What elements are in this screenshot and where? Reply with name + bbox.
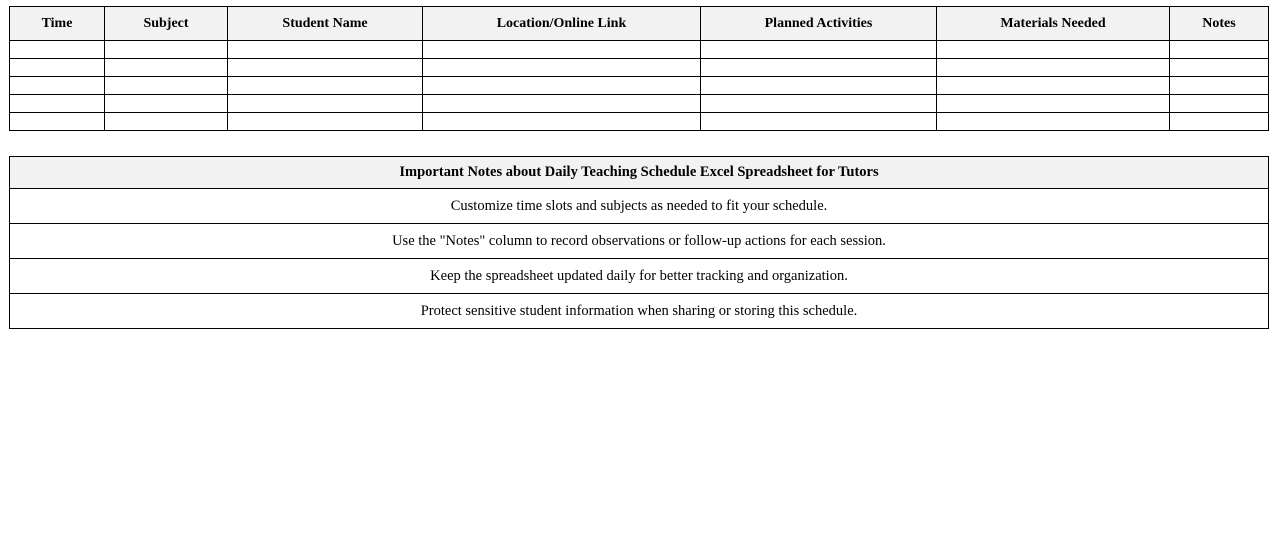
- schedule-table-head: [10, 7, 1269, 41]
- cell-notes[interactable]: [1170, 113, 1269, 131]
- cell-time[interactable]: [10, 77, 105, 95]
- table-row[interactable]: [10, 77, 1269, 95]
- cell-materials[interactable]: [937, 113, 1170, 131]
- cell-subject[interactable]: [105, 59, 228, 77]
- cell-materials[interactable]: [937, 41, 1170, 59]
- table-row[interactable]: [10, 41, 1269, 59]
- cell-location[interactable]: [423, 59, 701, 77]
- cell-time[interactable]: [10, 113, 105, 131]
- column-header-subject[interactable]: Subject: [105, 7, 228, 41]
- list-item: [10, 294, 1269, 329]
- column-header-materials-needed[interactable]: Materials Needed: [937, 7, 1170, 41]
- cell-student[interactable]: [228, 77, 423, 95]
- important-notes-table: [9, 156, 1269, 329]
- note-item-3: Keep the spreadsheet updated daily for better tracking and organization.: [10, 259, 1269, 294]
- column-header-student-name[interactable]: Student Name: [228, 7, 423, 41]
- cell-materials[interactable]: [937, 59, 1170, 77]
- cell-time[interactable]: [10, 95, 105, 113]
- table-row[interactable]: [10, 59, 1269, 77]
- daily-teaching-schedule-table: [9, 6, 1269, 131]
- table-row[interactable]: [10, 113, 1269, 131]
- cell-planned[interactable]: [701, 95, 937, 113]
- cell-planned[interactable]: [701, 113, 937, 131]
- column-header-planned-activities[interactable]: Planned Activities: [701, 7, 937, 41]
- list-item: [10, 224, 1269, 259]
- cell-notes[interactable]: [1170, 41, 1269, 59]
- cell-location[interactable]: [423, 113, 701, 131]
- schedule-table-container: [9, 6, 1268, 131]
- table-row[interactable]: [10, 95, 1269, 113]
- cell-location[interactable]: [423, 41, 701, 59]
- cell-subject[interactable]: [105, 95, 228, 113]
- cell-student[interactable]: [228, 41, 423, 59]
- cell-subject[interactable]: [105, 113, 228, 131]
- important-notes-title: Important Notes about Daily Teaching Schedule Excel Spreadsheet for Tutors: [10, 157, 1269, 189]
- column-header-time[interactable]: Time: [10, 7, 105, 41]
- cell-student[interactable]: [228, 95, 423, 113]
- schedule-header-row: [10, 7, 1269, 41]
- important-notes-container: [9, 156, 1269, 329]
- list-item: [10, 189, 1269, 224]
- important-notes-head: [10, 157, 1269, 189]
- cell-location[interactable]: [423, 95, 701, 113]
- cell-planned[interactable]: [701, 77, 937, 95]
- cell-notes[interactable]: [1170, 95, 1269, 113]
- column-header-location-online-link[interactable]: Location/Online Link: [423, 7, 701, 41]
- important-notes-body: [10, 189, 1269, 329]
- cell-notes[interactable]: [1170, 59, 1269, 77]
- cell-time[interactable]: [10, 59, 105, 77]
- cell-materials[interactable]: [937, 77, 1170, 95]
- cell-time[interactable]: [10, 41, 105, 59]
- column-header-notes[interactable]: Notes: [1170, 7, 1269, 41]
- cell-planned[interactable]: [701, 41, 937, 59]
- cell-student[interactable]: [228, 113, 423, 131]
- list-item: [10, 259, 1269, 294]
- cell-materials[interactable]: [937, 95, 1170, 113]
- cell-planned[interactable]: [701, 59, 937, 77]
- cell-subject[interactable]: [105, 77, 228, 95]
- cell-notes[interactable]: [1170, 77, 1269, 95]
- note-item-1: Customize time slots and subjects as needed to fit your schedule.: [10, 189, 1269, 224]
- schedule-table-body: [10, 41, 1269, 131]
- important-notes-title-row: [10, 157, 1269, 189]
- cell-student[interactable]: [228, 59, 423, 77]
- note-item-2: Use the "Notes" column to record observations or follow-up actions for each session.: [10, 224, 1269, 259]
- note-item-4: Protect sensitive student information when sharing or storing this schedule.: [10, 294, 1269, 329]
- cell-location[interactable]: [423, 77, 701, 95]
- cell-subject[interactable]: [105, 41, 228, 59]
